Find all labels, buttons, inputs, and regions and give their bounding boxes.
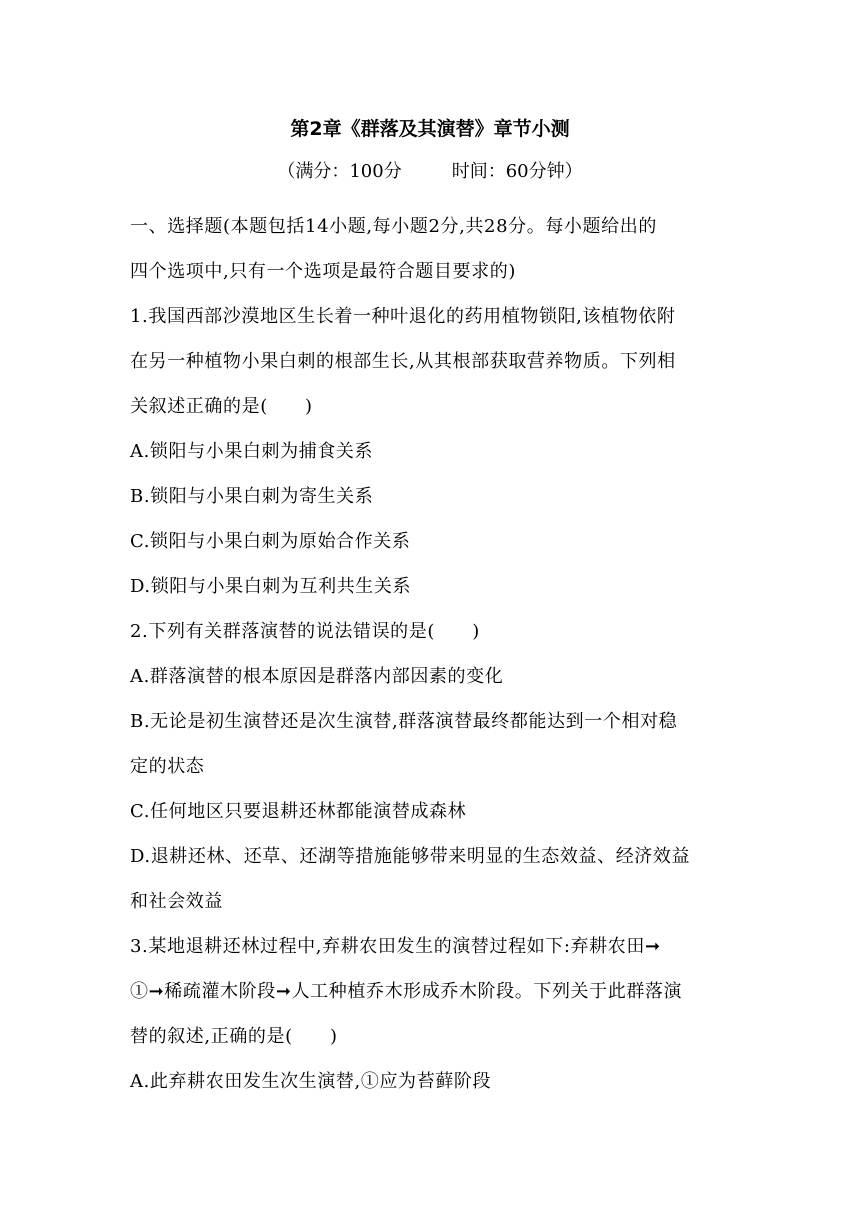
question-2-option-b-line-2: 定的状态 (130, 756, 205, 777)
page-title: 第2章《群落及其演替》章节小测 (290, 118, 570, 140)
question-1-stem-line-2: 在另一种植物小果白刺的根部生长,从其根部获取营养物质。下列相 (130, 351, 676, 372)
question-2-option-d-line-1: D.退耕还林、还草、还湖等措施能够带来明显的生态效益、经济效益 (130, 846, 691, 867)
question-1-option-a: A.锁阳与小果白刺为捕食关系 (130, 441, 374, 462)
question-2-option-b-line-1: B.无论是初生演替还是次生演替,群落演替最终都能达到一个相对稳 (130, 711, 678, 732)
section-heading-line-2: 四个选项中,只有一个选项是最符合题目要求的) (130, 261, 516, 282)
question-3-stem-line-2: ①➞稀疏灌木阶段➞人工种植乔木形成乔木阶段。下列关于此群落演 (130, 981, 683, 1002)
question-1-option-d: D.锁阳与小果白刺为互利共生关系 (130, 576, 412, 597)
question-2-option-d-line-2: 和社会效益 (130, 891, 223, 912)
question-2-option-a: A.群落演替的根本原因是群落内部因素的变化 (130, 666, 504, 687)
question-1-stem-line-1: 1.我国西部沙漠地区生长着一种叶退化的药用植物锁阳,该植物依附 (130, 306, 676, 327)
question-1-stem-line-3: 关叙述正确的是( ) (130, 396, 313, 417)
page-subtitle (0, 159, 860, 185)
question-3-option-a: A.此弃耕农田发生次生演替,①应为苔藓阶段 (130, 1071, 492, 1092)
question-1-option-c: C.锁阳与小果白刺为原始合作关系 (130, 531, 411, 552)
question-2-stem: 2.下列有关群落演替的说法错误的是( ) (130, 621, 480, 642)
section-heading-line-1: 一、选择题(本题包括14小题,每小题2分,共28分。每小题给出的 (130, 216, 657, 237)
question-3-stem-line-1: 3.某地退耕还林过程中,弃耕农田发生的演替过程如下:弃耕农田➞ (130, 936, 661, 957)
question-3-stem-line-3: 替的叙述,正确的是( ) (130, 1026, 338, 1047)
question-1-option-b: B.锁阳与小果白刺为寄生关系 (130, 486, 374, 507)
document-body (130, 204, 735, 1104)
question-2-option-c: C.任何地区只要退耕还林都能演替成森林 (130, 801, 467, 822)
time-limit-text: 时间：60分钟） (451, 161, 583, 182)
full-score-text: （满分：100分 (277, 161, 402, 182)
